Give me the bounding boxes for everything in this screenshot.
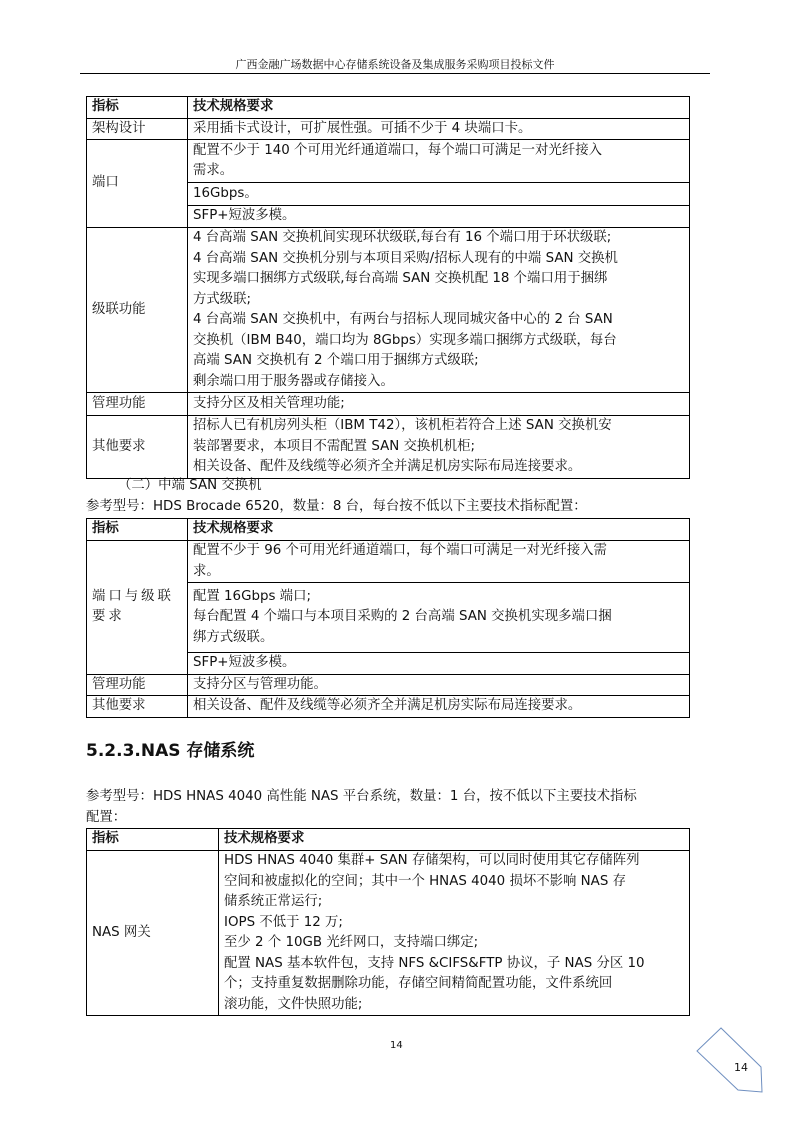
metric-cell: 管理功能 xyxy=(87,393,188,416)
corner-page-number: 14 xyxy=(734,1061,748,1074)
metric-cell: 端口 xyxy=(87,140,188,228)
metric-cell: 级联功能 xyxy=(87,228,188,393)
spec-cell: SFP+短波多模。 xyxy=(188,206,690,228)
spec-cell: 支持分区及相关管理功能; xyxy=(188,393,690,416)
spec-cell: 配置不少于 140 个可用光纤通道端口，每个端口可满足一对光纤接入 需求。 xyxy=(188,140,690,183)
section-heading: 5.2.3.NAS 存储系统 xyxy=(86,741,255,761)
spec-cell: 相关设备、配件及线缆等必须齐全并满足机房实际布局连接要求。 xyxy=(188,696,690,718)
metric-cell: 架构设计 xyxy=(87,118,188,140)
spec-cell: 4 台高端 SAN 交换机间实现环状级联,每台有 16 个端口用于环状级联; 4 台高端 SAN 交换机分别与本项目采购/招标人现有的中端 SAN 交换机 实现多端口捆绑方式级联,每台高端 SAN 交换机配 18 个端口用于捆绑 方式级联; 4 台高端 SAN 交换机中，有两台与招标人现同城灾备中心的 2 台 SAN 交换机（IBM B40，端口均为 8Gbps）实现多端口捆绑方式级联，每台 高端 SAN 交换机有 2 个端口用于捆绑方式级联; 剩余端口用于服务器或存储接入。 xyxy=(188,228,690,393)
running-header: 广西金融广场数据中心存储系统设备及集成服务采购项目投标文件 xyxy=(235,58,555,71)
metric-cell: 其他要求 xyxy=(87,416,188,479)
metric-cell: NAS 网关 xyxy=(87,851,219,1016)
col-header-metric: 指标 xyxy=(87,829,219,851)
spec-cell: 采用插卡式设计，可扩展性强。可插不少于 4 块端口卡。 xyxy=(188,118,690,140)
section-caption: （二）中端 SAN 交换机 xyxy=(118,478,262,493)
spec-cell: 配置不少于 96 个可用光纤通道端口，每个端口可满足一对光纤接入需 求。 xyxy=(188,541,690,583)
spec-cell: 16Gbps。 xyxy=(188,183,690,206)
spec-cell: 支持分区与管理功能。 xyxy=(188,674,690,696)
col-header-spec: 技术规格要求 xyxy=(188,519,690,541)
page-number: 14 xyxy=(390,1040,403,1051)
col-header-spec: 技术规格要求 xyxy=(188,97,690,119)
col-header-metric: 指标 xyxy=(87,97,188,119)
metric-cell: 端口与级联 要求 xyxy=(87,541,188,675)
col-header-metric: 指标 xyxy=(87,519,188,541)
spec-cell: HDS HNAS 4040 集群+ SAN 存储架构，可以同时使用其它存储阵列 空间和被虚拟化的空间；其中一个 HNAS 4040 损坏不影响 NAS 存 储系统正常运行; IOPS 不低于 12 万; 至少 2 个 10GB 光纤网口，支持端口绑定; 配置 NAS 基本软件包，支持 NFS &CIFS&FTP 协议，子 NAS 分区 10 个；支持重复数据删除功能，存储空间精简配置功能，文件系统回 滚功能，文件快照功能; xyxy=(219,851,690,1016)
reference-model-text: 参考型号：HDS Brocade 6520，数量：8 台，每台按不低以下主要技术指标配置： xyxy=(86,499,587,514)
reference-model-text: 参考型号：HDS HNAS 4040 高性能 NAS 平台系统，数量：1 台，按不低以下主要技术指标 配置： xyxy=(86,789,637,825)
spec-cell: SFP+短波多模。 xyxy=(188,653,690,675)
col-header-spec: 技术规格要求 xyxy=(219,829,690,851)
metric-cell: 管理功能 xyxy=(87,674,188,696)
spec-cell: 招标人已有机房列头柜（IBM T42），该机柜若符合上述 SAN 交换机安 装部署要求，本项目不需配置 SAN 交换机机柜; 相关设备、配件及线缆等必须齐全并满足机房实际布局连接要求。 xyxy=(188,416,690,479)
spec-cell: 配置 16Gbps 端口; 每台配置 4 个端口与本项目采购的 2 台高端 SAN 交换机实现多端口捆 绑方式级联。 xyxy=(188,583,690,653)
metric-cell: 其他要求 xyxy=(87,696,188,718)
